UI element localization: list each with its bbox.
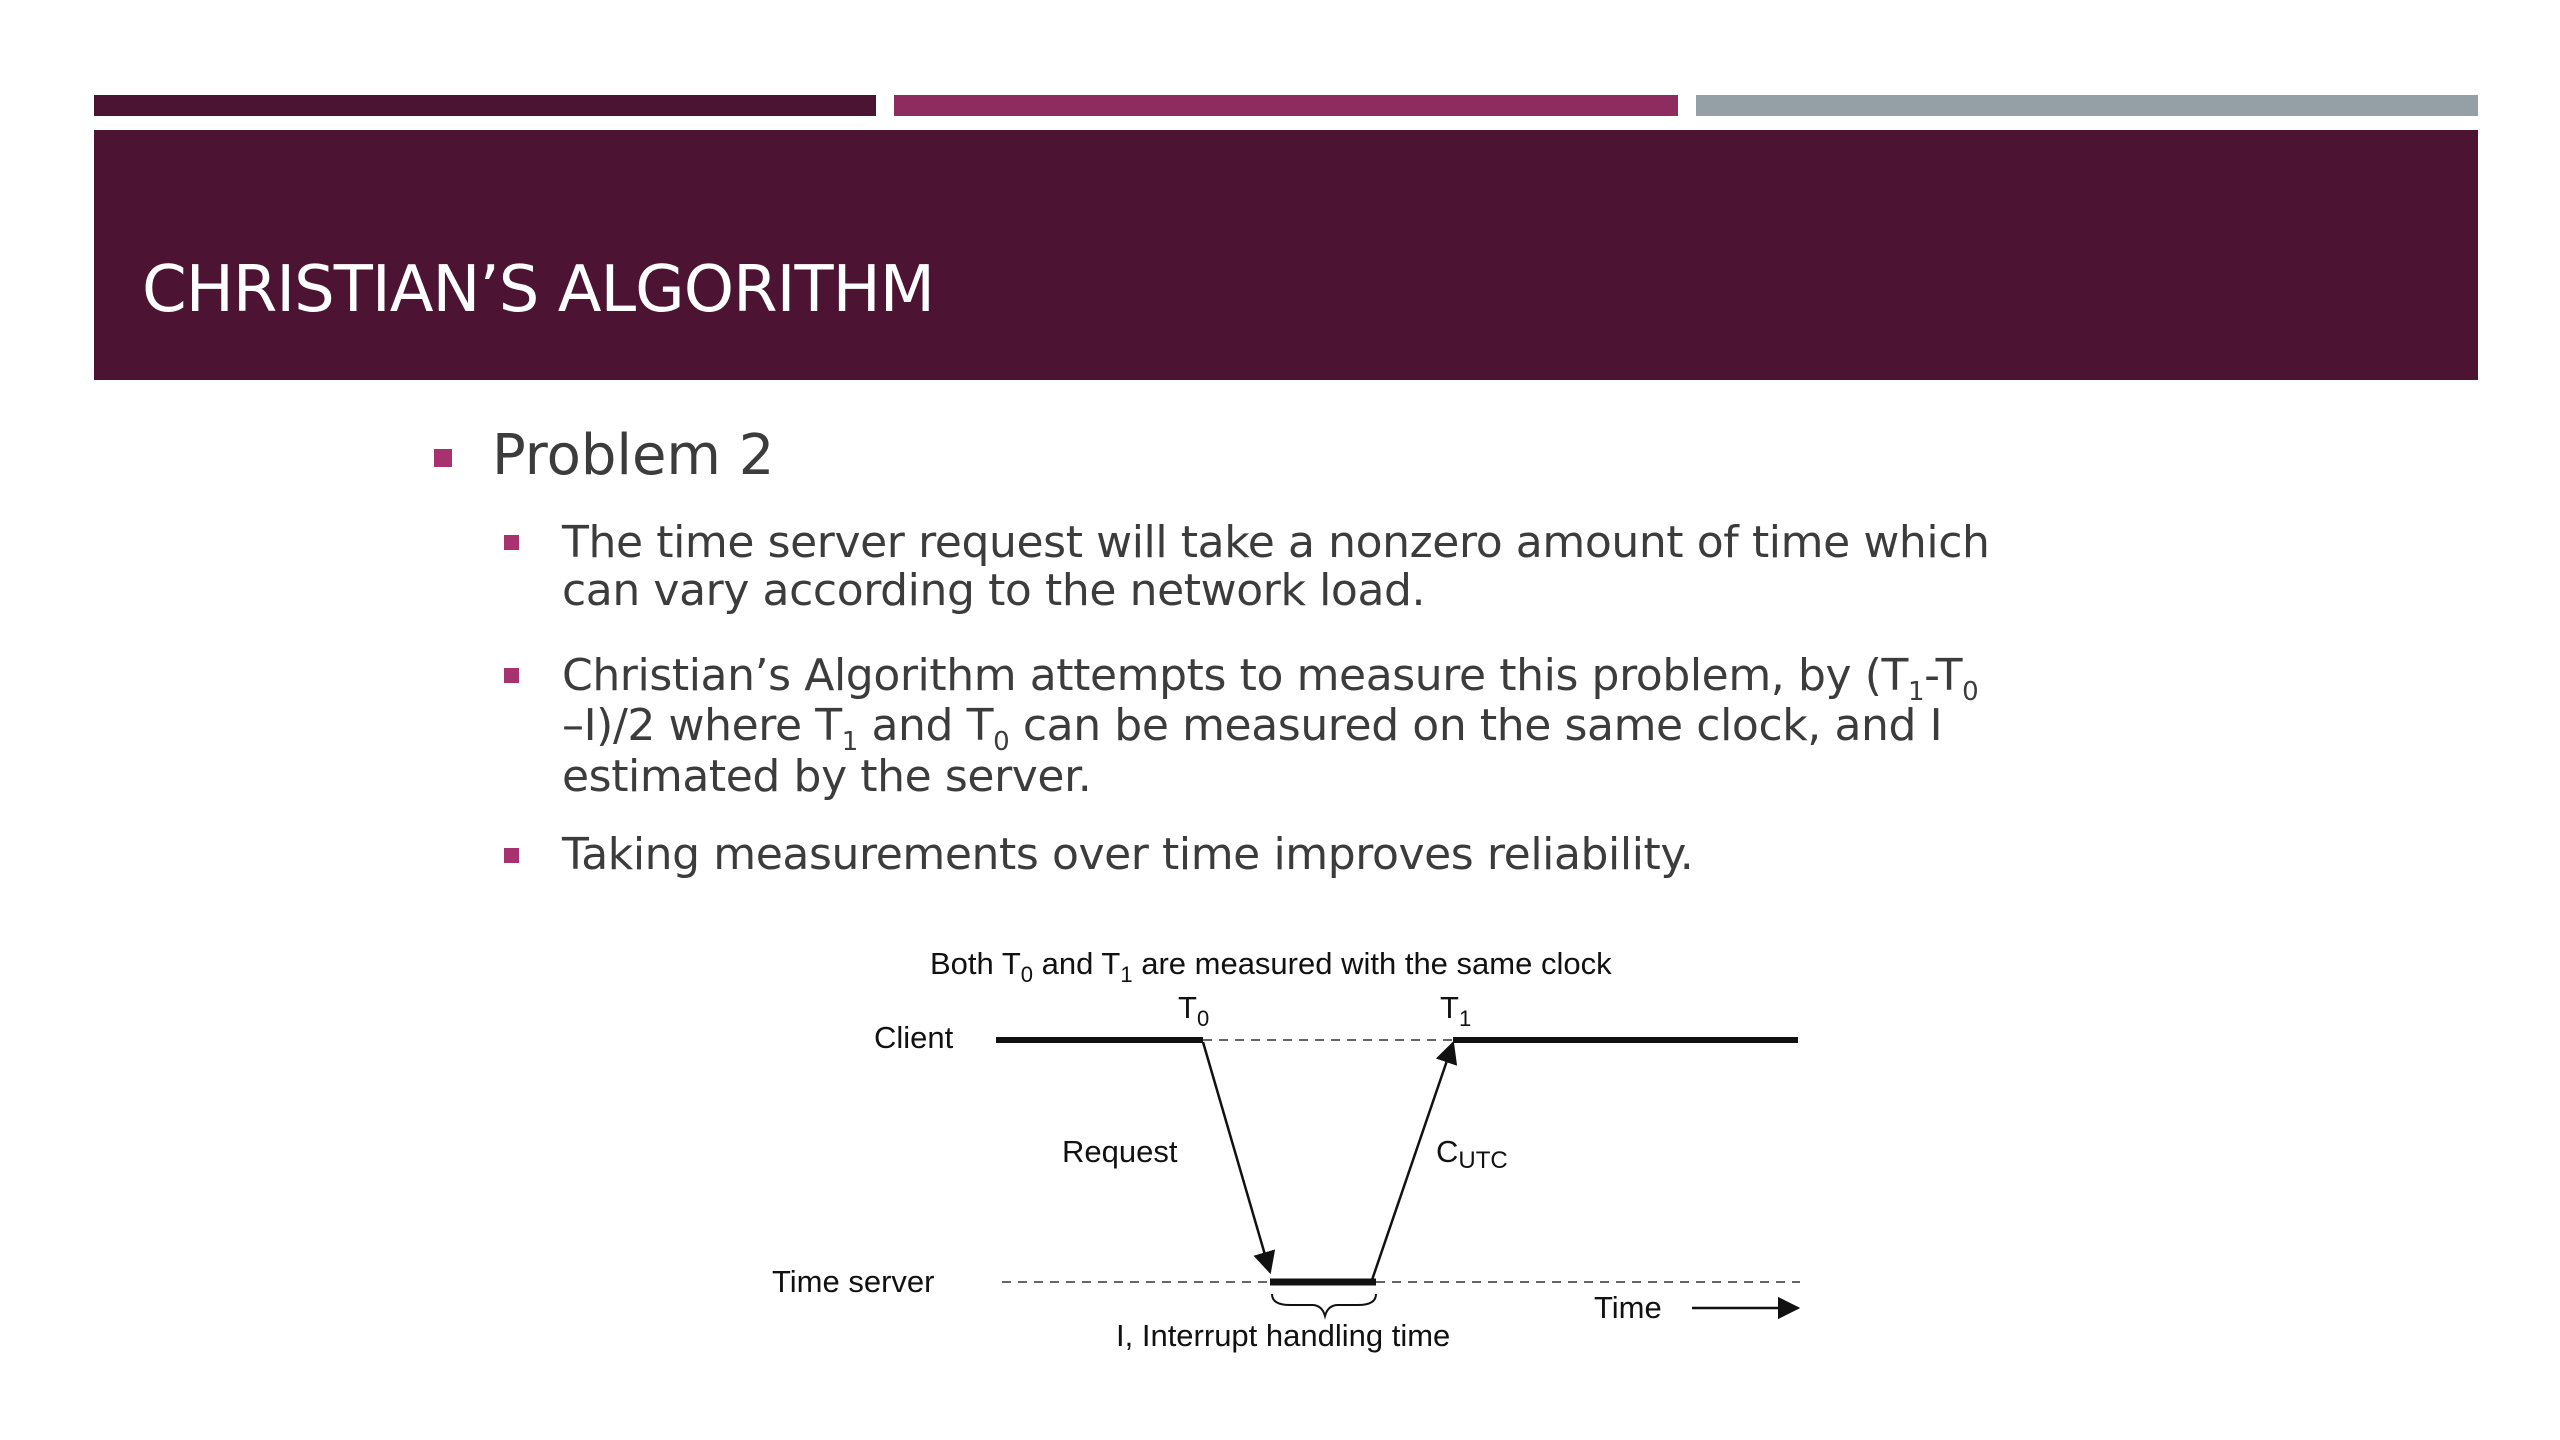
client-label: Client xyxy=(874,1020,954,1055)
sub-bullet-1-line-2: can vary according to the network load. xyxy=(562,565,1426,616)
main-bullet-icon xyxy=(434,449,452,467)
t0-label: $T_0$ xyxy=(1178,990,1210,1031)
diagram-caption: Both $T_0$ and $T_1$ are measured with the same clock xyxy=(930,946,1612,987)
main-bullet-text: Problem 2 xyxy=(492,423,775,488)
christian-algorithm-diagram xyxy=(760,940,1820,1370)
sub-bullet-2-line-1: Christian’s Algorithm attempts to measure this problem, by ($T_1-T_0$ xyxy=(562,650,1979,707)
request-label: Request xyxy=(1062,1134,1178,1169)
slide-title: CHRISTIAN’S ALGORITHM xyxy=(142,253,934,327)
interrupt-brace xyxy=(1272,1294,1376,1316)
accent-stripe-gray xyxy=(1696,95,2478,116)
time-label: Time xyxy=(1594,1290,1662,1325)
sub-bullet-icon xyxy=(504,668,519,683)
accent-stripe-dark xyxy=(94,95,876,116)
request-arrow xyxy=(1203,1042,1270,1272)
sub-bullet-icon xyxy=(504,535,519,550)
title-bar xyxy=(94,130,2478,380)
cutc-label: CUTC xyxy=(1436,1134,1508,1174)
time-server-label: Time server xyxy=(772,1264,935,1299)
interrupt-label: I, Interrupt handling time xyxy=(1116,1318,1451,1353)
t1-label: $T_1$ xyxy=(1440,990,1472,1031)
sub-bullet-1-line-1: The time server request will take a nonzero amount of time which xyxy=(562,517,1990,568)
accent-stripe-magenta xyxy=(894,95,1678,116)
sub-bullet-2-line-3: estimated by the server. xyxy=(562,751,1092,802)
sub-bullet-3: Taking measurements over time improves reliability. xyxy=(562,829,1694,880)
sub-bullet-2-line-2: –I)/2 where $T_1$ and $T_0$ can be measured on the same clock, and I xyxy=(562,700,1943,757)
sub-bullet-icon xyxy=(504,848,519,863)
